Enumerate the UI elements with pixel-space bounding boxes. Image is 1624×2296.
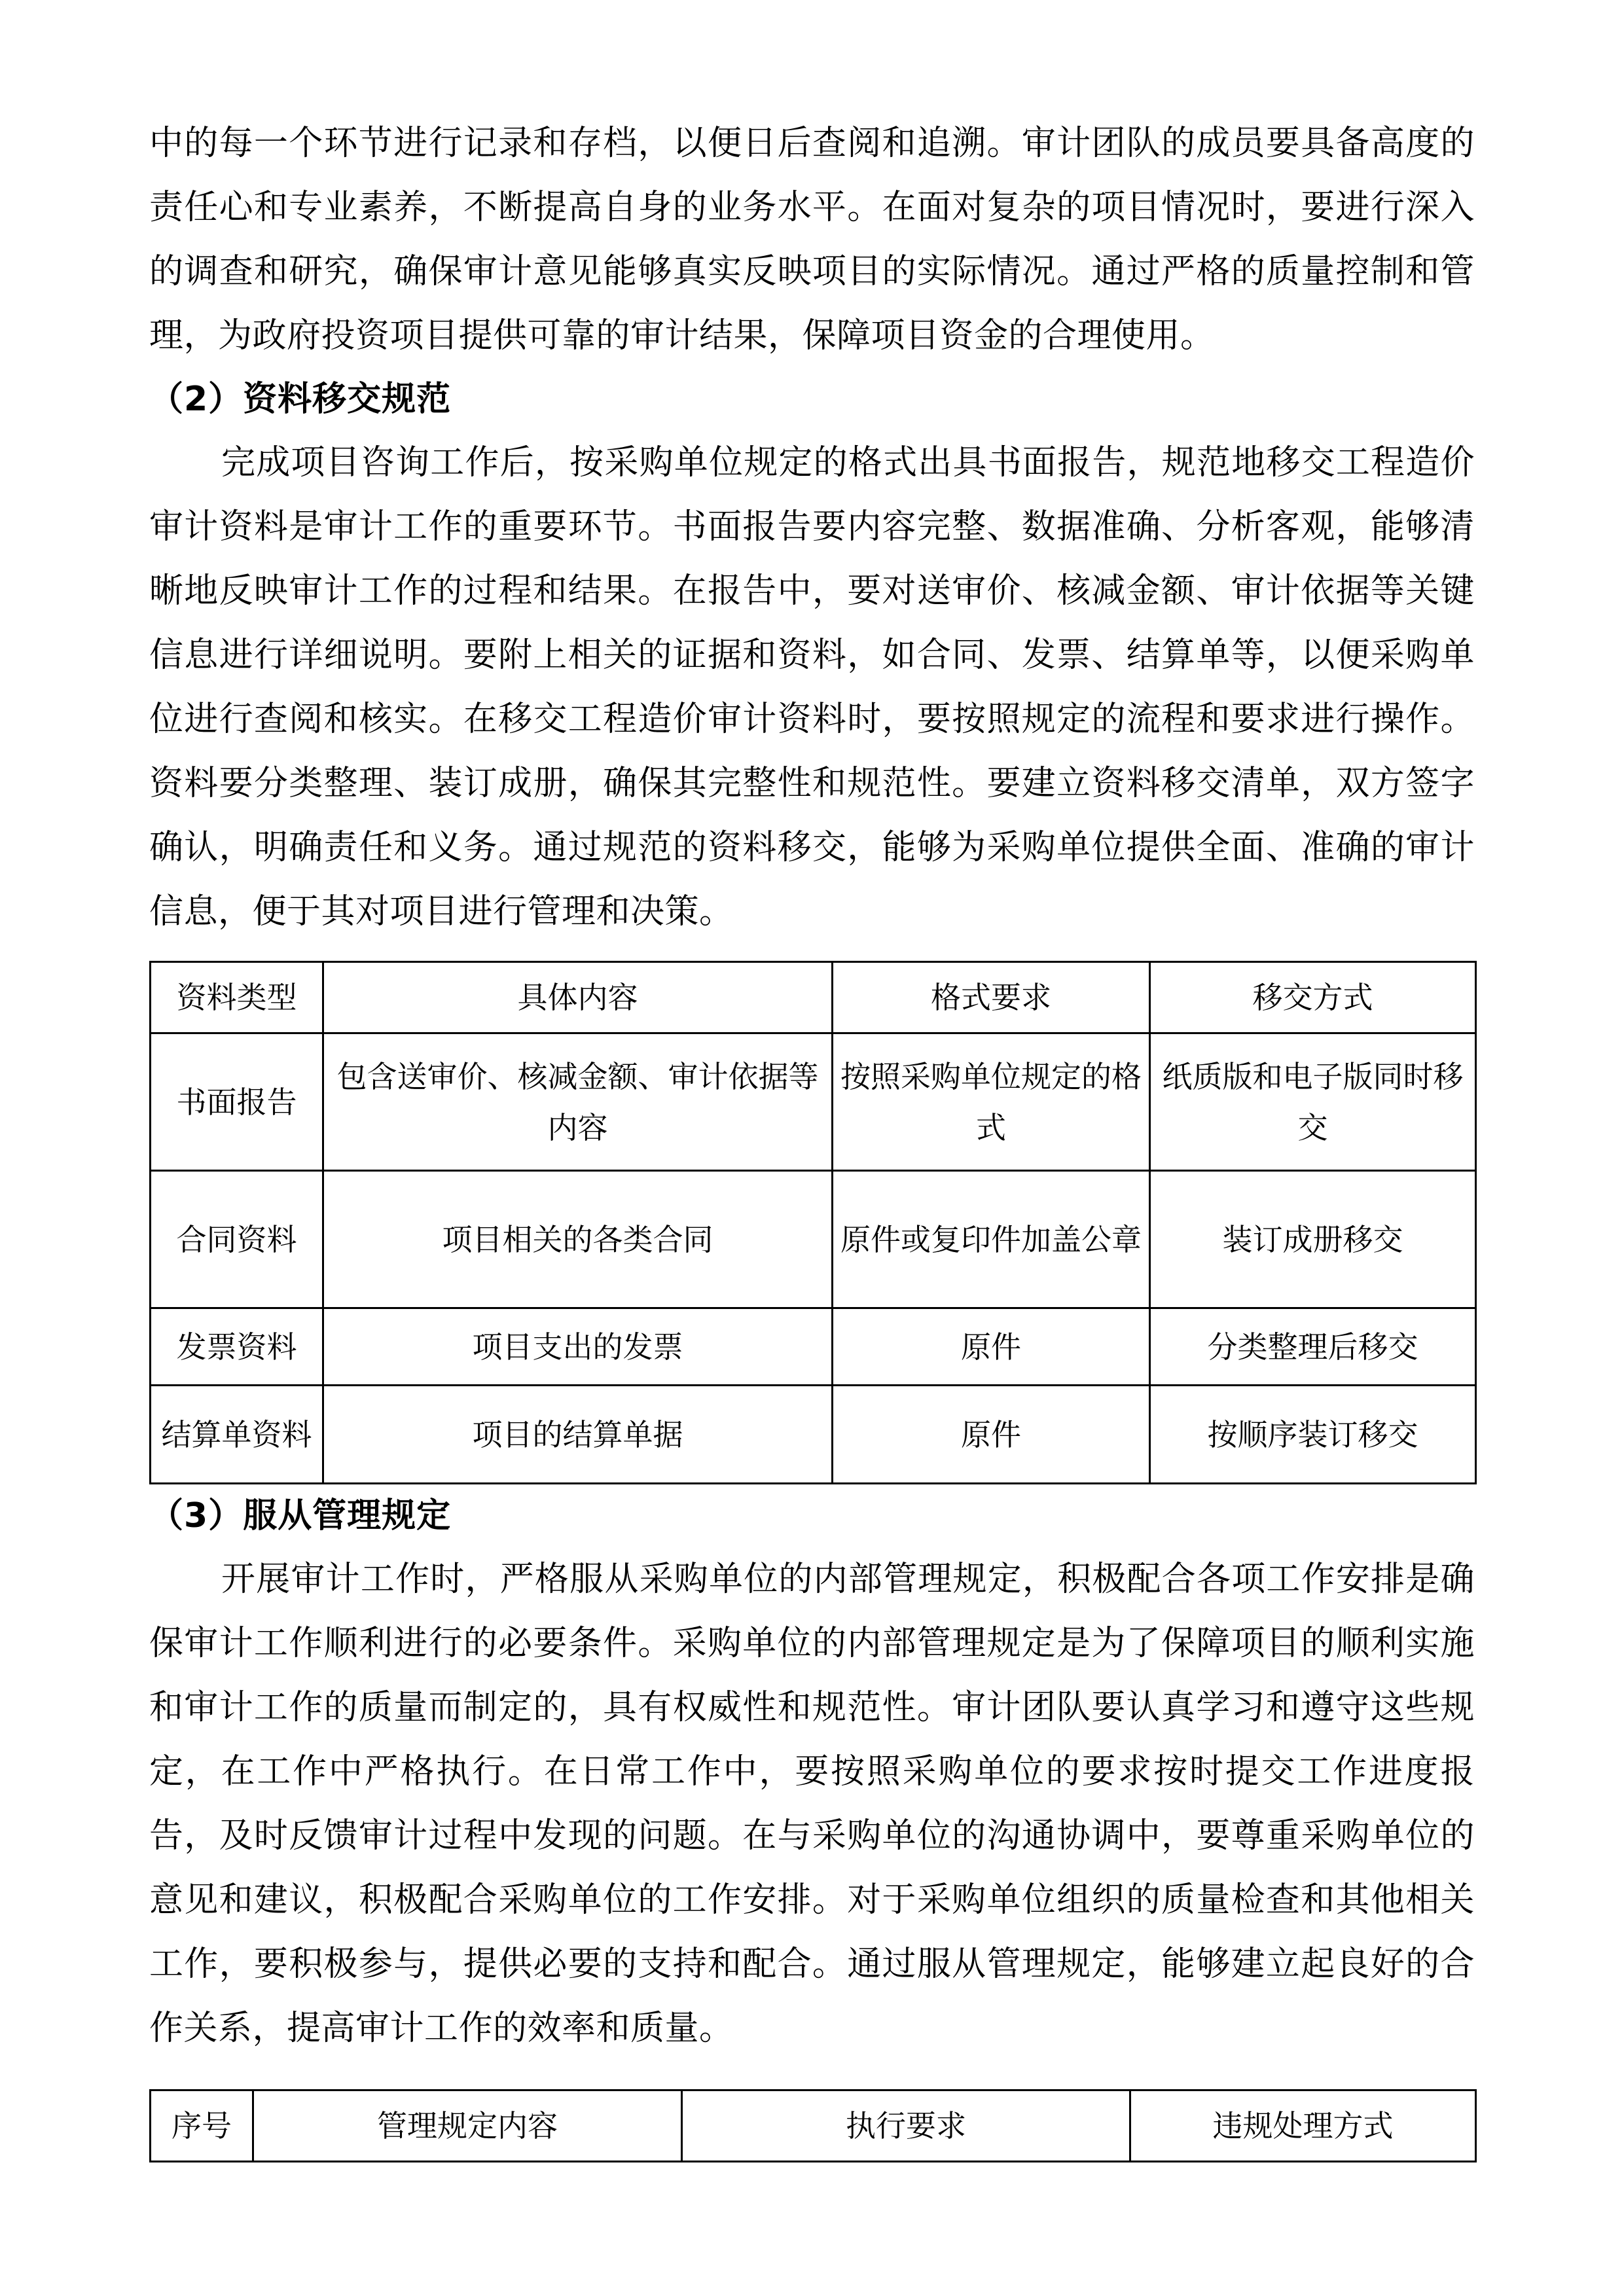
table-header-row — [151, 962, 1476, 1033]
table-header-row — [151, 2090, 1476, 2162]
table-header-cell: 序号 — [151, 2090, 253, 2162]
table-header-cell: 违规处理方式 — [1130, 2090, 1476, 2162]
table-cell: 原件或复印件加盖公章 — [833, 1171, 1150, 1308]
paragraph-continuation: 中的每一个环节进行记录和存档，以便日后查阅和追溯。审计团队的成员要具备高度的责任心和专业素养，不断提高自身的业务水平。在面对复杂的项目情况时，要进行深入的调查和研究，确保审计意见能够真实反映项目的实际情况。通过严格的质量控制和管理，为政府投资项目提供可靠的审计结果，保障项目资金的合理使用。 — [149, 124, 1475, 355]
management-rules-table — [149, 2089, 1477, 2162]
heading-data-transfer-standard: （2）资料移交规范 — [149, 380, 452, 419]
paragraph-data-transfer: 完成项目咨询工作后，按采购单位规定的格式出具书面报告，规范地移交工程造价审计资料是审计工作的重要环节。书面报告要内容完整、数据准确、分析客观，能够清晰地反映审计工作的过程和结果。在报告中，要对送审价、核减金额、审计依据等关键信息进行详细说明。要附上相关的证据和资料，如合同、发票、结算单等，以便采购单位进行查阅和核实。在移交工程造价审计资料时，要按照规定的流程和要求进行操作。资料要分类整理、装订成册，确保其完整性和规范性。要建立资料移交清单，双方签字确认，明确责任和义务。通过规范的资料移交，能够为采购单位提供全面、准确的审计信息，便于其对项目进行管理和决策。 — [149, 443, 1475, 931]
table-cell: 原件 — [833, 1308, 1150, 1386]
table-cell: 原件 — [833, 1386, 1150, 1484]
table-cell: 书面报告 — [151, 1033, 323, 1171]
table-header-cell: 执行要求 — [682, 2090, 1130, 2162]
heading-management-compliance: （3）服从管理规定 — [149, 1496, 452, 1535]
table-row — [151, 1171, 1476, 1308]
data-transfer-table — [149, 961, 1477, 1484]
table-header-cell: 资料类型 — [151, 962, 323, 1033]
table-header-cell: 具体内容 — [323, 962, 833, 1033]
table-row — [151, 1033, 1476, 1171]
page-content — [149, 111, 1475, 2162]
table-cell: 结算单资料 — [151, 1386, 323, 1484]
spacer-before-table1 — [149, 944, 1475, 961]
table-header-cell: 移交方式 — [1150, 962, 1476, 1033]
table-cell: 纸质版和电子版同时移交 — [1150, 1033, 1476, 1171]
table-cell: 项目的结算单据 — [323, 1386, 833, 1484]
table-cell: 按照采购单位规定的格式 — [833, 1033, 1150, 1171]
table-header-cell: 管理规定内容 — [253, 2090, 682, 2162]
table-cell: 按顺序装订移交 — [1150, 1386, 1476, 1484]
paragraph-management-compliance: 开展审计工作时，严格服从采购单位的内部管理规定，积极配合各项工作安排是确保审计工作顺利进行的必要条件。采购单位的内部管理规定是为了保障项目的顺利实施和审计工作的质量而制定的，具有权威性和规范性。审计团队要认真学习和遵守这些规定，在工作中严格执行。在日常工作中，要按照采购单位的要求按时提交工作进度报告，及时反馈审计过程中发现的问题。在与采购单位的沟通协调中，要尊重采购单位的意见和建议，积极配合采购单位的工作安排。对于采购单位组织的质量检查和其他相关工作，要积极参与，提供必要的支持和配合。通过服从管理规定，能够建立起良好的合作关系，提高审计工作的效率和质量。 — [149, 1560, 1475, 2048]
table-cell: 合同资料 — [151, 1171, 323, 1308]
table-cell: 包含送审价、核减金额、审计依据等内容 — [323, 1033, 833, 1171]
table-header-cell: 格式要求 — [833, 962, 1150, 1033]
table-row — [151, 1308, 1476, 1386]
table-row — [151, 1386, 1476, 1484]
table-cell: 装订成册移交 — [1150, 1171, 1476, 1308]
table-cell: 项目相关的各类合同 — [323, 1171, 833, 1308]
table-cell: 分类整理后移交 — [1150, 1308, 1476, 1386]
spacer-before-table2 — [149, 2060, 1475, 2089]
table-cell: 项目支出的发票 — [323, 1308, 833, 1386]
table-cell: 发票资料 — [151, 1308, 323, 1386]
